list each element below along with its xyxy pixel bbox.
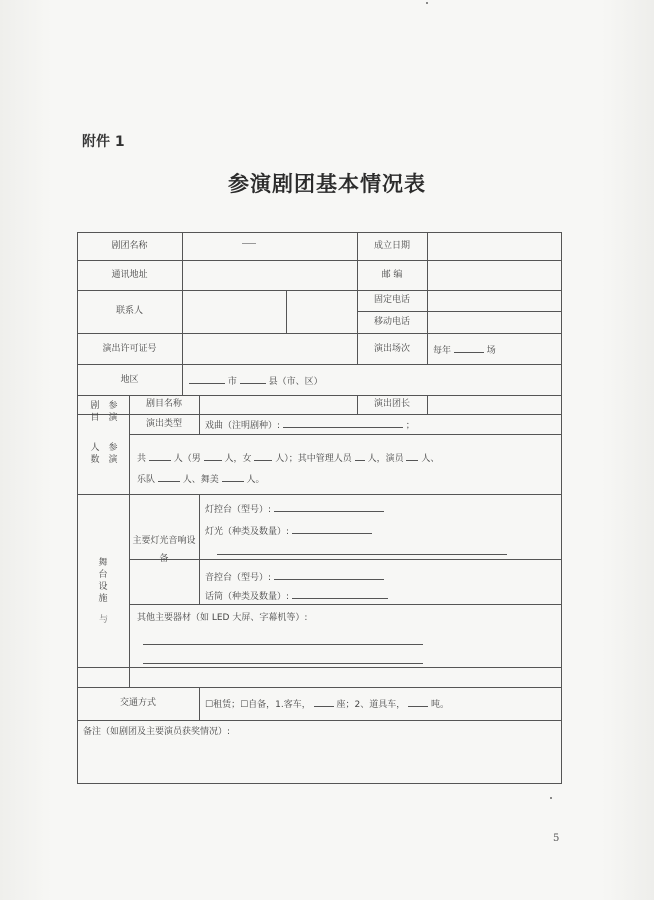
transport-options-label: ☐租赁；☐自备，1.客车，	[205, 700, 311, 710]
label-shows: 演出场次	[373, 344, 410, 354]
staff-male-blank	[204, 452, 222, 461]
label-landline: 固定电话	[373, 295, 410, 305]
lighting-console-blank	[274, 503, 384, 512]
staff-band-label: 乐队	[137, 475, 156, 485]
shows-per-year-label: 每年	[433, 346, 452, 356]
row-line	[77, 720, 562, 721]
prop-truck-label: 座；2、道具车，	[336, 700, 406, 710]
city-label: 市	[227, 377, 237, 387]
row-line	[77, 364, 562, 365]
staff-actor-unit: 人、	[421, 454, 440, 464]
label-play-name: 剧目名称	[145, 399, 182, 409]
label-founding-date: 成立日期	[373, 241, 410, 251]
col-line	[199, 494, 200, 604]
truck-tons-blank	[408, 698, 428, 707]
row-line	[129, 434, 562, 435]
sound-console-label: 音控台（型号）:	[205, 573, 272, 583]
row-line	[77, 395, 562, 396]
group-staff-participating: 参演	[108, 443, 118, 465]
col-line	[427, 395, 428, 414]
table-border	[561, 232, 562, 784]
truck-tons-unit: 吨。	[430, 700, 449, 710]
row-line	[77, 260, 562, 261]
other-equipment-line-1	[143, 644, 423, 645]
lighting-console-field	[205, 503, 384, 516]
staff-manager-blank	[355, 452, 365, 461]
city-blank	[189, 375, 225, 384]
col-line	[427, 232, 428, 364]
lighting-console-label: 灯控台（型号）:	[205, 505, 272, 515]
staff-band-blank	[158, 473, 180, 482]
label-perf-type: 演出类型	[145, 419, 182, 429]
row-line	[77, 290, 562, 291]
lights-label: 灯光（种类及数量）:	[205, 527, 290, 537]
row-line	[77, 414, 562, 415]
table-border	[77, 783, 562, 784]
row-line	[357, 311, 562, 312]
label-region: 地区	[120, 375, 139, 385]
label-mobile: 移动电话	[373, 317, 410, 327]
county-label: 县（市、区）	[268, 377, 323, 387]
opera-end-mark: ；	[405, 421, 415, 431]
county-blank	[240, 375, 266, 384]
table-border	[77, 232, 562, 233]
staff-line-2	[137, 473, 265, 486]
col-line	[182, 232, 183, 364]
scan-speck	[550, 797, 552, 799]
group-repertoire: 剧目	[90, 401, 100, 423]
col-line	[182, 364, 183, 395]
shows-per-year	[433, 344, 496, 357]
label-troupe-name: 剧团名称	[111, 241, 148, 251]
label-light-sound: 主要灯光音响设备	[132, 536, 196, 564]
label-license: 演出许可证号	[102, 344, 157, 354]
label-contact: 联系人	[115, 306, 143, 316]
opera-note-label: 戏曲（注明剧种）:	[205, 421, 281, 431]
staff-line-1	[137, 452, 439, 465]
equipment-extra-mark: 与	[99, 615, 109, 625]
region-fields	[189, 375, 323, 388]
microphones-label: 话筒（种类及数量）:	[205, 592, 290, 602]
row-line	[77, 494, 562, 495]
staff-female-blank	[254, 452, 272, 461]
staff-male-label: 人（男	[173, 454, 201, 464]
sound-console-blank	[274, 571, 384, 580]
staff-actor-label: 人，演员	[367, 454, 404, 464]
transport-options	[205, 698, 449, 711]
sound-console-field	[205, 571, 384, 584]
lights-blank	[292, 525, 372, 534]
col-line	[286, 290, 287, 333]
row-line	[77, 687, 562, 688]
bus-seats-blank	[314, 698, 334, 707]
staff-stage-label: 人、舞美	[182, 475, 219, 485]
page-number: 5	[553, 833, 560, 844]
label-director: 演出团长	[373, 399, 410, 409]
row-line	[77, 333, 562, 334]
lights-field	[205, 525, 372, 538]
microphones-field	[205, 590, 388, 603]
staff-total-blank	[149, 452, 171, 461]
lights-extra-line	[217, 554, 507, 555]
group-performers: 参演	[108, 401, 118, 423]
row-line	[129, 604, 562, 605]
col-line	[199, 395, 200, 434]
staff-actor-blank	[406, 452, 418, 461]
info-form-table	[77, 232, 562, 784]
attachment-label: 附件 1	[82, 134, 125, 150]
group-stage-equipment: 舞台设施	[98, 558, 108, 604]
microphones-blank	[292, 590, 388, 599]
label-other-equipment: 其他主要器材（如 LED 大屏、字幕机等）:	[137, 613, 308, 623]
scan-speck	[426, 2, 428, 4]
shows-unit-label: 场	[486, 346, 496, 356]
other-equipment-line-2	[143, 663, 423, 664]
row-line	[77, 667, 562, 668]
staff-stage-unit: 人。	[246, 475, 265, 485]
label-transport: 交通方式	[119, 698, 156, 708]
staff-manager-label: 人）；其中管理人员	[275, 454, 352, 464]
opera-field	[205, 419, 415, 432]
shows-count-blank	[454, 344, 484, 353]
staff-total-label: 共	[137, 454, 147, 464]
label-remarks: 备注（如剧团及主要演员获奖情况）:	[83, 727, 231, 737]
col-line	[199, 687, 200, 720]
staff-female-label: 人，女	[224, 454, 252, 464]
scan-mark	[242, 243, 256, 244]
label-address: 通讯地址	[111, 270, 148, 280]
group-staff: 人数	[90, 443, 100, 465]
label-postcode: 邮 编	[381, 270, 403, 280]
form-title: 参演剧团基本情况表	[228, 171, 426, 196]
opera-type-blank	[283, 419, 403, 428]
staff-stage-blank	[222, 473, 244, 482]
